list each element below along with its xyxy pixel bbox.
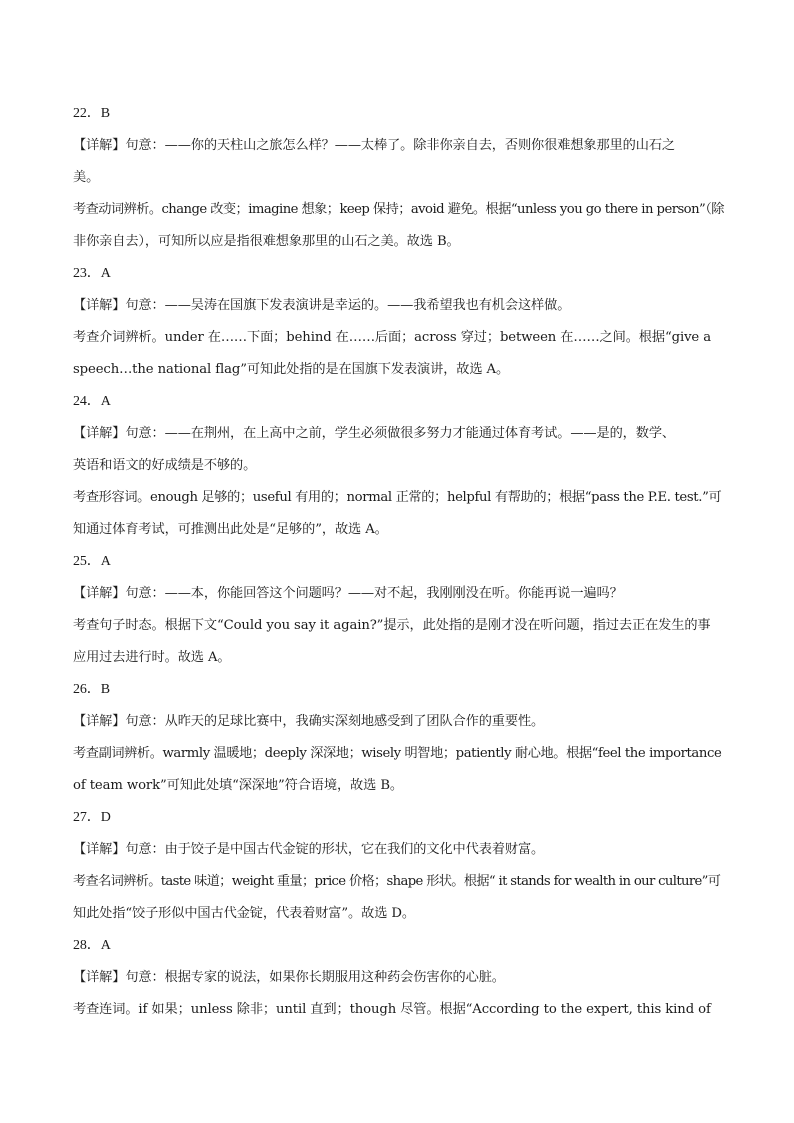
explanation-text-line: 考查介词辨析。under 在……下面；behind 在……后面；across 穿过；between 在……之间。根据“give a xyxy=(73,330,711,345)
explanation-sentence-meaning: 【详解】句意：——吴涛在国旗下发表演讲是幸运的。——我希望我也有机会这样做。 xyxy=(73,298,571,313)
explanation-sentence-meaning: 【详解】句意：从昨天的足球比赛中，我确实深刻地感受到了团队合作的重要性。 xyxy=(73,714,545,729)
explanation-sentence-meaning: 【详解】句意：——本，你能回答这个问题吗？——对不起，我刚刚没在听。你能再说一遍吗？ xyxy=(73,586,623,601)
explanation-text-line: 考查副词辨析。warmly 温暖地；deeply 深深地；wisely 明智地；patiently 耐心地。根据“feel the importance xyxy=(73,746,722,761)
explanation-text-line: 美。 xyxy=(73,170,100,185)
explanation-text-line: 考查动词辨析。change 改变；imagine 想象；keep 保持；avoid 避免。根据“unless you go there in person”（除 xyxy=(73,202,724,217)
explanation-text-line: 考查连词。if 如果；unless 除非；until 直到；though 尽管。根据“According to the expert, this kind of xyxy=(73,1002,711,1017)
explanation-text-line: speech…the national flag”可知此处指的是在国旗下发表演讲，故选 A。 xyxy=(73,362,510,377)
explanation-sentence-meaning: 【详解】句意：——在荆州，在上高中之前，学生必须做很多努力才能通过体育考试。——是的，数学、 xyxy=(73,426,676,441)
question-number-answer: 25．A xyxy=(73,554,111,569)
question-number-answer: 24．A xyxy=(73,394,111,409)
explanation-text-line: 英语和语文的好成绩是不够的。 xyxy=(73,458,257,473)
answer-item xyxy=(73,930,724,1026)
explanation-text-line: 知此处指“饺子形似中国古代金锭，代表着财富”。故选 D。 xyxy=(73,906,415,921)
question-number-answer: 28．A xyxy=(73,938,111,953)
explanation-text-line: 知通过体育考试，可推测出此处是“足够的”，故选 A。 xyxy=(73,522,388,537)
explanation-sentence-meaning: 【详解】句意：——你的天柱山之旅怎么样？——太棒了。除非你亲自去，否则你很难想象那里的山石之 xyxy=(73,138,676,153)
answer-item xyxy=(73,802,724,930)
question-number-answer: 23．A xyxy=(73,266,111,281)
explanation-text-line: 考查句子时态。根据下文“Could you say it again?”提示，此处指的是刚才没在听问题，指过去正在发生的事 xyxy=(73,618,711,633)
answer-item xyxy=(73,98,724,258)
question-number-answer: 22．B xyxy=(73,106,110,121)
question-number-answer: 26．B xyxy=(73,682,110,697)
explanation-sentence-meaning: 【详解】句意：由于饺子是中国古代金锭的形状，它在我们的文化中代表着财富。 xyxy=(73,842,545,857)
answer-item xyxy=(73,546,724,674)
explanation-text-line: of team work”可知此处填“深深地”符合语境，故选 B。 xyxy=(73,778,404,793)
answer-item xyxy=(73,674,724,802)
explanation-text-line: 应用过去进行时。故选 A。 xyxy=(73,650,231,665)
answer-item xyxy=(73,386,724,546)
explanation-text-line: 考查名词辨析。taste 味道；weight 重量；price 价格；shape 形状。根据“ it stands for wealth in our culture”可 xyxy=(73,874,721,889)
question-number-answer: 27．D xyxy=(73,810,111,825)
answer-item xyxy=(73,258,724,386)
explanation-text-line: 非你亲自去），可知所以应是指很难想象那里的山石之美。故选 B。 xyxy=(73,234,460,249)
explanation-sentence-meaning: 【详解】句意：根据专家的说法，如果你长期服用这种药会伤害你的心脏。 xyxy=(73,970,505,985)
explanation-text-line: 考查形容词。enough 足够的；useful 有用的；normal 正常的；helpful 有帮助的；根据“pass the P.E. test.”可 xyxy=(73,490,722,505)
